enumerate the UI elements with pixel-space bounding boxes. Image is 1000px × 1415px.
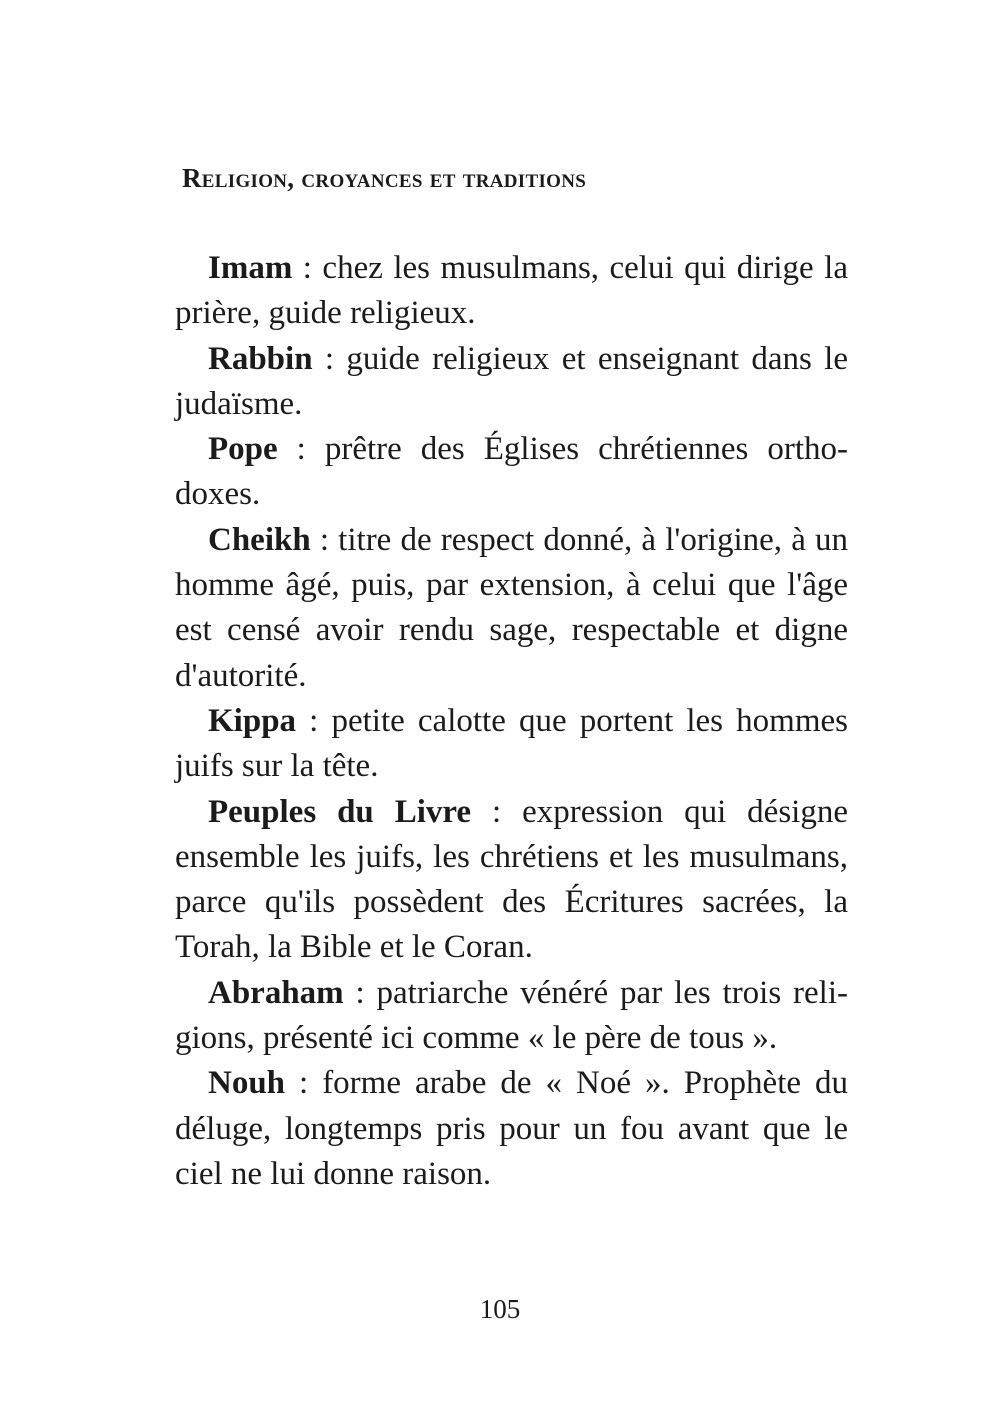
glossary-entry-nouh [175,1061,848,1197]
glossary-entry-cheikh [175,518,848,699]
glossary-definition: : titre de respect donné, à l'origine, à un homme âgé, puis, par extension, à celui que l'âge est censé avoir rendu sage, respectable et digne d'autorité. [175,521,848,694]
glossary-definition: : expression qui désigne ensemble les juifs, les chrétiens et les musulmans, parce qu'ils possèdent des Écritures sacrées, la Torah, la Bible et le Coran. [175,793,848,966]
glossary-definition: : patriarche vénéré par les trois religions, présenté ici comme « le père de tous ». [175,974,848,1057]
page-number: 105 [479,1294,521,1324]
glossary-entry-imam [175,246,848,337]
glossary-entry-rabbin [175,337,848,428]
glossary-term: Nouh [208,1065,286,1102]
glossary-term: Rabbin [208,340,313,377]
glossary-definition: : chez les musulmans, celui qui dirige la prière, guide religieux. [175,250,848,332]
glossary-definition: : forme arabe de « Noé ». Prophète du déluge, longtemps pris pour un fou avant que le ciel ne lui donne raison. [175,1065,848,1192]
glossary-definition: : petite calotte que portent les hommes juifs sur la tête. [175,702,848,785]
glossary-term: Peuples du Livre [208,793,472,830]
glossary-entry-abraham [175,971,848,1062]
glossary-definition: : prêtre des Églises chrétiennes orthodoxes. [175,431,848,513]
glossary-term: Cheikh [208,521,311,558]
glossary-list [175,246,848,1197]
section-heading: Religion, croyances et traditions [182,163,587,193]
glossary-term: Kippa [208,702,297,739]
glossary-definition: : guide religieux et enseignant dans le judaïsme. [175,340,848,422]
glossary-entry-peuples-du-livre [175,790,848,971]
glossary-term: Imam [208,250,293,286]
glossary-entry-kippa [175,699,848,790]
glossary-term: Pope [208,431,278,468]
glossary-term: Abraham [208,974,344,1011]
glossary-entry-pope [175,427,848,518]
